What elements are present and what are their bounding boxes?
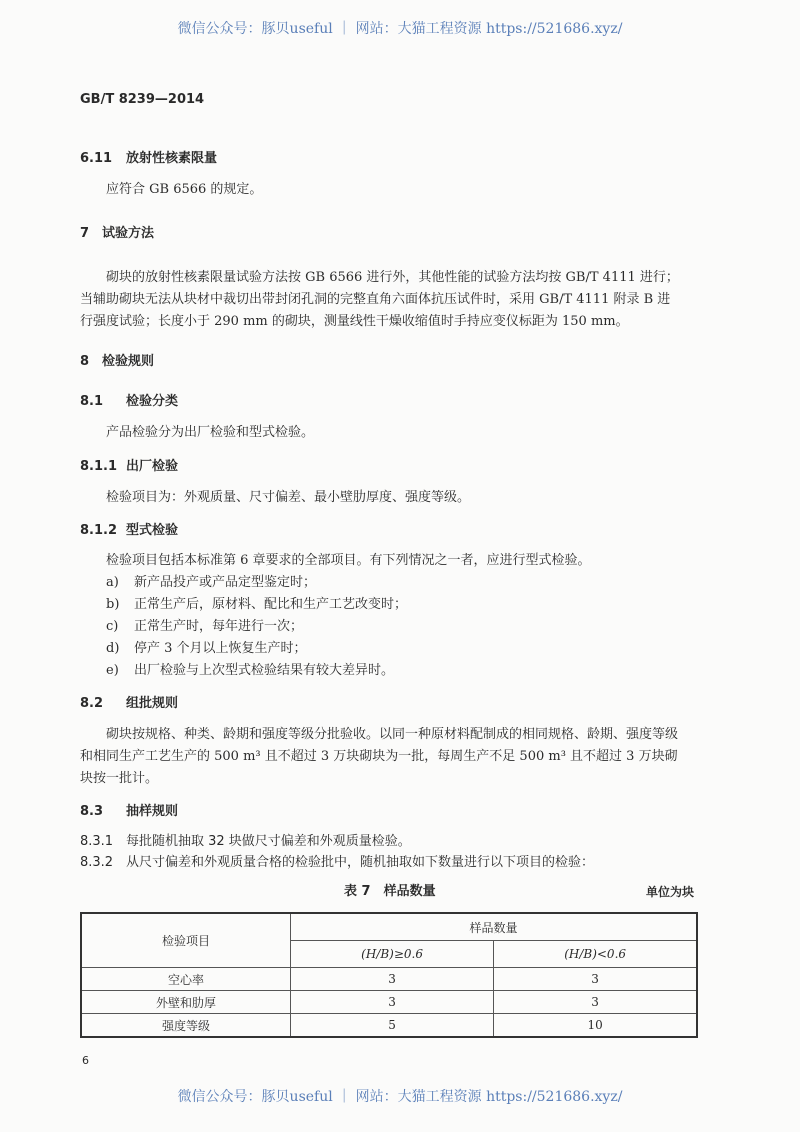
table-row: [81, 991, 697, 1014]
text-8-2-line1: 砌块按规格、种类、龄期和强度等级分批验收。以同一种原材料配制成的相同规格、龄期、强度等级: [106, 727, 679, 742]
cell-item: 外壁和肋厚: [81, 991, 290, 1014]
text-8-1-1: 检验项目为：外观质量、尺寸偏差、最小壁肋厚度、强度等级。: [106, 490, 471, 505]
table-header-row: [81, 913, 697, 941]
clause-8-3-2: 8.3.2 从尺寸偏差和外观质量合格的检验批中，随机抽取如下数量进行以下项目的检验：: [80, 855, 595, 870]
list-item: d) 停产 3 个月以上恢复生产时；: [106, 641, 307, 656]
list-item: c) 正常生产时，每年进行一次；: [106, 619, 304, 634]
header-sample-quantity: 样品数量: [290, 913, 697, 941]
heading-6-11: 6.11 放射性核素限量: [80, 151, 218, 166]
heading-8-1-1: 8.1.1 出厂检验: [80, 459, 179, 474]
cell-b: 3: [494, 991, 697, 1014]
text-8-1: 产品检验分为出厂检验和型式检验。: [106, 425, 315, 440]
text-8-1-2: 检验项目包括本标准第 6 章要求的全部项目。有下列情况之一者，应进行型式检验。: [106, 553, 591, 568]
page-number: 6: [82, 1054, 89, 1067]
watermark-top: 微信公众号：豚贝useful ｜ 网站：大猫工程资源 https://521686.xyz/: [177, 21, 623, 37]
text-7-line3: 行强度试验；长度小于 290 mm 的砌块，测量线性干燥收缩值时手持应变仪标距为 150 mm。: [80, 314, 629, 329]
heading-8: 8 检验规则: [80, 354, 155, 369]
list-item: e) 出厂检验与上次型式检验结果有较大差异时。: [106, 663, 395, 678]
table-unit: 单位为块: [646, 885, 695, 899]
text-8-2-line3: 块按一批计。: [80, 771, 159, 786]
cell-item: 空心率: [81, 968, 290, 991]
table-row: [81, 1014, 697, 1038]
text-6-11: 应符合 GB 6566 的规定。: [106, 182, 263, 197]
cell-a: 5: [290, 1014, 493, 1038]
heading-8-3: 8.3 抽样规则: [80, 804, 179, 819]
cell-a: 3: [290, 968, 493, 991]
cell-item: 强度等级: [81, 1014, 290, 1038]
header-item: 检验项目: [81, 913, 290, 968]
standard-header: GB/T 8239—2014: [80, 92, 205, 107]
text-7-line2: 当辅助砌块无法从块材中裁切出带封闭孔洞的完整直角六面体抗压试件时，采用 GB/T 4111 附录 B 进: [80, 292, 671, 307]
table-row: [81, 968, 697, 991]
cell-b: 10: [494, 1014, 697, 1038]
sample-quantity-table: [80, 912, 698, 1038]
text-8-2-line2: 和相同生产工艺生产的 500 m³ 且不超过 3 万块砌块为一批，每周生产不足 500 m³ 且不超过 3 万块砌: [80, 749, 678, 764]
watermark-bottom: 微信公众号：豚贝useful ｜ 网站：大猫工程资源 https://521686.xyz/: [177, 1089, 623, 1105]
table-caption: 表 7 样品数量: [344, 884, 436, 899]
list-item: b) 正常生产后，原材料、配比和生产工艺改变时；: [106, 597, 408, 612]
heading-7: 7 试验方法: [80, 226, 155, 241]
text-7-line1: 砌块的放射性核素限量试验方法按 GB 6566 进行外，其他性能的试验方法均按 GB/T 4111 进行；: [106, 270, 679, 285]
heading-8-2: 8.2 组批规则: [80, 696, 179, 711]
clause-8-3-1: 8.3.1 每批随机抽取 32 块做尺寸偏差和外观质量检验。: [80, 834, 411, 849]
heading-8-1: 8.1 检验分类: [80, 394, 179, 409]
list-item: a) 新产品投产或产品定型鉴定时；: [106, 575, 317, 590]
header-ratio-lt: (H/B)<0.6: [494, 941, 697, 968]
cell-b: 3: [494, 968, 697, 991]
header-ratio-ge: (H/B)≥0.6: [290, 941, 493, 968]
cell-a: 3: [290, 991, 493, 1014]
heading-8-1-2: 8.1.2 型式检验: [80, 523, 179, 538]
